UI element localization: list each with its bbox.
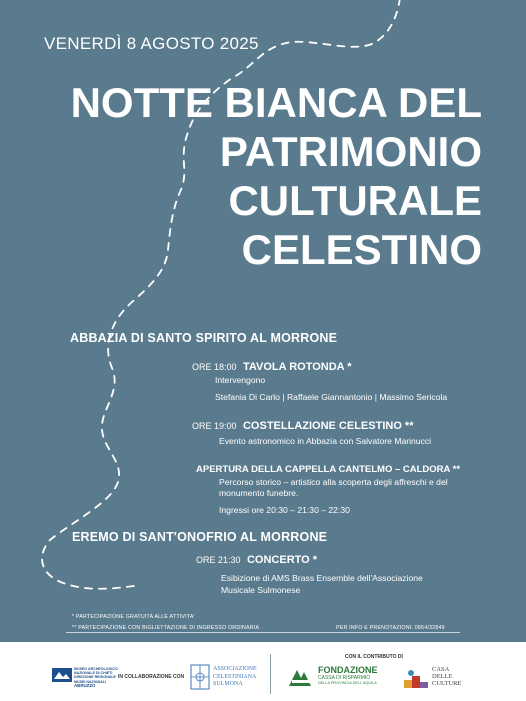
event-time: ORE 19:00 [192,421,237,431]
event-detail: Esibizione di AMS Brass Ensemble dell'Associazione [221,573,423,583]
event-time: ORE 18:00 [192,362,237,372]
casa-line: DELLE [432,673,453,680]
casa-line: CASA [432,666,450,673]
event-concerto-heading [196,550,317,568]
note-ticket: ** PARTECIPAZIONE CON BIGLIETTAZIONE DI INGRESSO ORDINARIA [72,625,260,631]
museum-logo [52,668,72,682]
event-detail: monumento funebre. [219,488,299,498]
event-detail: Intervengono [215,375,266,385]
event-tavola-rotonda-heading [192,357,352,375]
poster-title [22,78,482,274]
event-time: ORE 21:30 [196,555,241,565]
title-line-3: CULTURALE [228,177,482,224]
event-name: CONCERTO * [246,554,318,566]
casa-culture-name [432,666,461,687]
footer-divider [270,654,271,694]
event-detail: Percorso storico – artistico alla scoperta degli affreschi e del [219,477,448,487]
fond-line: DELLA PROVINCIA DELL'AQUILA [318,681,377,685]
celestiniana-name [213,666,257,689]
event-detail: Evento astronomico in Abbazia con Salvatore Marinucci [219,436,432,446]
assoc-line: SULMONA [213,681,243,687]
event-apertura-heading: APERTURA DELLA CAPPELLA CANTELMO – CALDORA ** [196,464,461,475]
event-detail: Musicale Sulmonese [221,585,301,595]
fondazione-logo [289,666,315,688]
footer-logos [0,642,526,701]
note-free: * PARTECIPAZIONE GRATUITA ALLE ATTIVITA' [72,614,195,620]
fondazione-name [318,666,378,686]
title-line-4: CELESTINO [241,226,482,273]
museum-line: DIREZIONE REGIONALE [74,675,116,680]
event-date: VENERDÌ 8 AGOSTO 2025 [44,34,259,53]
fond-line: CASSA DI RISPARMIO [318,675,371,681]
casa-culture-logo [402,668,430,690]
museum-line: NAZIONALE DI CHIETI [74,671,113,676]
casa-line: CULTURE [432,680,462,687]
title-line-2: PATRIMONIO [219,128,482,175]
celestiniana-logo [190,664,210,690]
assoc-line: ASSOCIAZIONE [213,666,257,672]
event-costellazione-heading [192,416,414,434]
museum-name [74,667,118,688]
event-detail: Stefania Di Carlo | Raffaele Giannantonio | Massimo Sericola [215,392,448,402]
title-line-1: NOTTE BIANCA DEL [70,79,482,126]
event-detail: Ingressi ore 20:30 – 21:30 – 22:30 [219,505,350,515]
venue-abbazia: ABBAZIA DI SANTO SPIRITO AL MORRONE [70,331,338,345]
fond-line: FONDAZIONE [318,665,378,675]
museum-line: MUSEI NAZIONALI [74,679,106,684]
contribution-label: CON IL CONTRIBUTO DI [345,654,403,660]
info-phone: PER INFO E PRENOTAZIONI: 0864/32849 [336,625,445,631]
assoc-line: CELESTINIANA [213,673,257,680]
event-name: COSTELLAZIONE CELESTINO ** [242,420,414,432]
divider [66,632,460,633]
museum-line: MUSEO ARCHEOLOGICO [74,667,118,671]
museum-line: ABRUZZO [74,682,96,688]
event-name: TAVOLA ROTONDA * [242,361,352,373]
collaboration-label: IN COLLABORAZIONE CON [118,674,185,680]
venue-eremo: EREMO DI SANT'ONOFRIO AL MORRONE [72,530,328,544]
